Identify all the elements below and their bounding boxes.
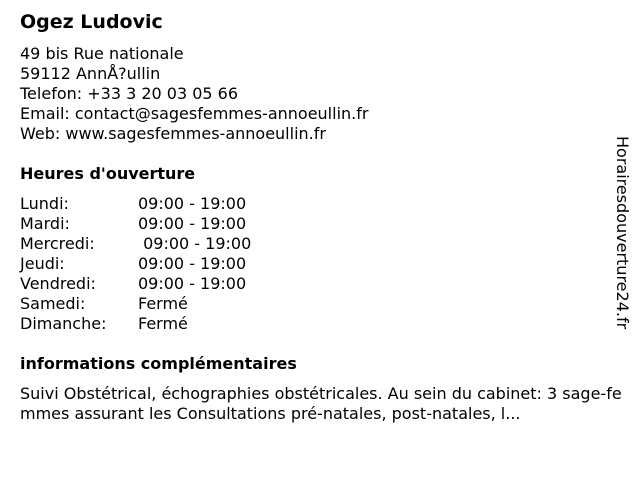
day-hours: 09:00 - 19:00	[138, 254, 247, 273]
day-hours: Fermé	[138, 294, 188, 313]
email-address: Email: contact@sagesfemmes-annoeullin.fr	[20, 104, 369, 123]
day-hours: 09:00 - 19:00	[138, 194, 247, 213]
day-hours: 09:00 - 19:00	[138, 214, 247, 233]
day-label: Mardi:	[20, 214, 70, 233]
day-label: Dimanche:	[20, 314, 107, 333]
additional-info-heading: informations complémentaires	[20, 354, 297, 373]
hours-row-mardi	[20, 214, 246, 234]
day-label: Vendredi:	[20, 274, 96, 293]
hours-row-lundi	[20, 194, 246, 214]
day-hours: Fermé	[138, 314, 188, 333]
hours-row-dimanche	[20, 314, 188, 334]
website-address: Web: www.sagesfemmes-annoeullin.fr	[20, 124, 326, 143]
day-label: Lundi:	[20, 194, 69, 213]
address-city: 59112 AnnÅ?ullin	[20, 64, 161, 83]
hours-row-jeudi	[20, 254, 246, 274]
day-label: Mercredi:	[20, 234, 95, 253]
business-name: Ogez Ludovic	[20, 11, 163, 33]
day-hours: 09:00 - 19:00	[138, 234, 252, 253]
hours-row-vendredi	[20, 274, 246, 294]
day-label: Jeudi:	[20, 254, 65, 273]
phone-number: Telefon: +33 3 20 03 05 66	[20, 84, 239, 103]
additional-info-text: Suivi Obstétrical, échographies obstétricales. Au sein du cabinet: 3 sage-femmes assurant les Consultations pré-natales, post-natales, l...	[20, 384, 622, 423]
address-street: 49 bis Rue nationale	[20, 44, 184, 63]
day-label: Samedi:	[20, 294, 86, 313]
hours-row-samedi	[20, 294, 188, 314]
opening-hours-heading: Heures d'ouverture	[20, 164, 196, 183]
site-watermark: Horairesdouverture24.fr	[613, 136, 632, 330]
day-hours: 09:00 - 19:00	[138, 274, 247, 293]
hours-row-mercredi	[20, 234, 251, 254]
